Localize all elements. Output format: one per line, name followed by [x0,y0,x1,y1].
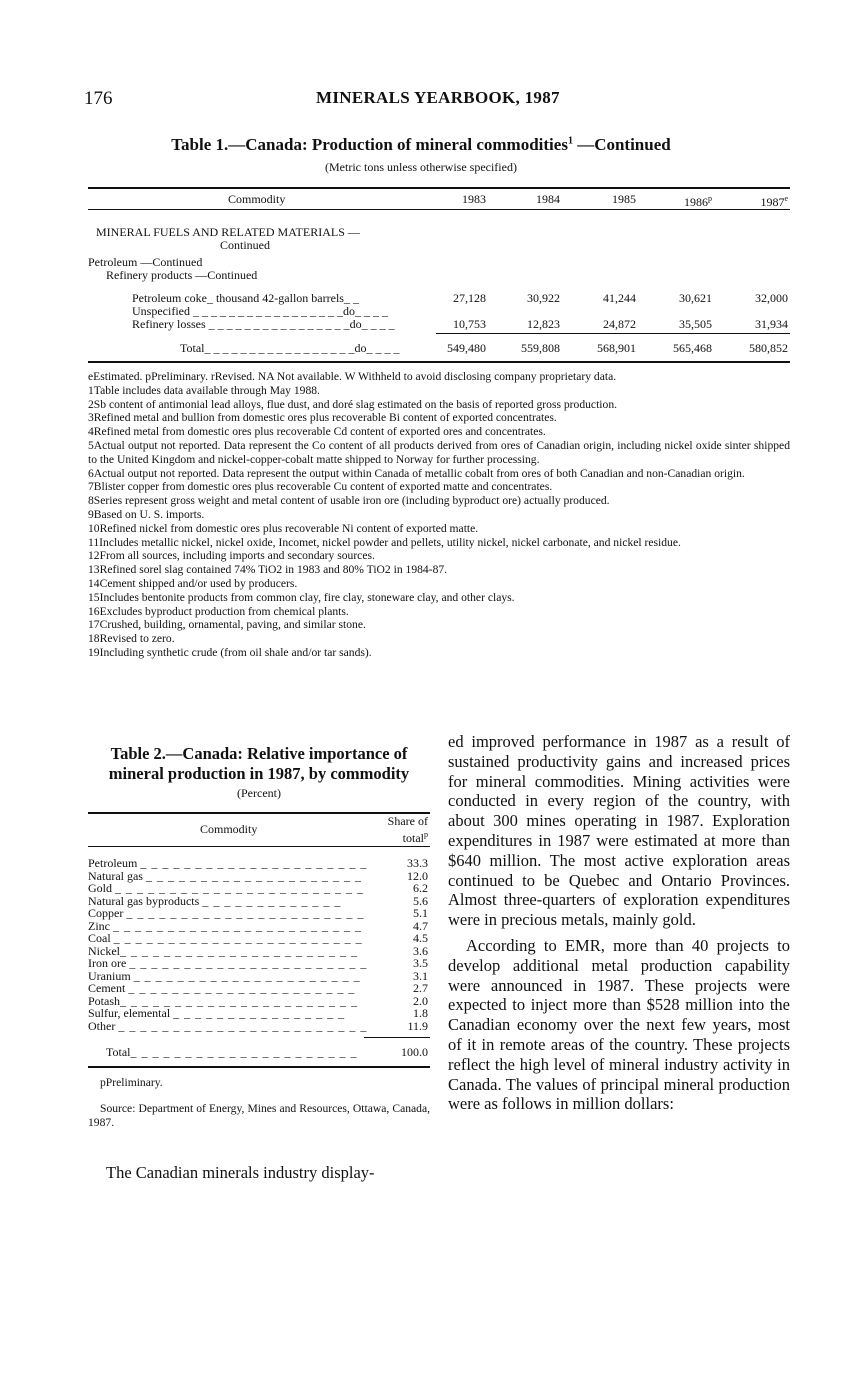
table2-source: Source: Department of Energy, Mines and Resources, Ottawa, Canada, 1987. [88,1102,430,1129]
col-1986: 1986$^p$ [684,194,712,209]
footnote: 8Series represent gross weight and metal content of usable iron ore (including byproduct ore) actually produced. [88,494,610,508]
body-text-column-1: The Canadian minerals industry display- [106,1163,375,1182]
table-row: Iron ore _ _ _ _ _ _ _ _ _ _ _ _ _ _ _ _ _ _ _ _ _ _ 3.5 [88,956,428,970]
paragraph: According to EMR, more than 40 projects to develop additional metal production capability were announced in 1987. These projects were expected to inject more than $528 million into the Canadian economy over the next few years, most of it in remote areas of the country. These projects reflect the high level of mineral industry activity in Canada. The values of principal mineral production were as follows in million dollars: [448,935,790,1114]
subheading-refinery: Refinery products —Continued [106,268,258,282]
table-row: Uranium _ _ _ _ _ _ _ _ _ _ _ _ _ _ _ _ _ _ _ _ _ 3.1 [88,968,428,983]
running-title: MINERALS YEARBOOK, 1987 [316,88,560,107]
total-row: Total_ _ _ _ _ _ _ _ _ _ _ _ _ _ _ _ _ _ _ _ _ 100.0 [106,1045,428,1059]
footnote: 18Revised to zero. [88,632,175,646]
table1-header-rule [88,209,790,210]
footnote: 14Cement shipped and/or used by producers. [88,576,298,590]
table2-col-share: Share of total$^p$ [387,814,428,845]
table1-footnotes [88,370,790,660]
table2-subtitle: (Percent) [237,786,281,800]
table-row: Cement _ _ _ _ _ _ _ _ _ _ _ _ _ _ _ _ _ _ _ _ _ 2.7 [88,981,428,995]
body-text-column-2 [448,732,790,1114]
table-row: Potash_ _ _ _ _ _ _ _ _ _ _ _ _ _ _ _ _ _ _ _ _ _ 2.0 [88,993,428,1008]
table2-subtotal-rule [364,1037,430,1038]
page-number: 176 [84,88,113,109]
footnote: 17Crushed, building, ornamental, paving, and similar stone. [88,618,366,632]
table-row: Natural gas byproducts _ _ _ _ _ _ _ _ _ _ _ _ _ 5.6 [88,893,428,908]
footnote: 11Includes metallic nickel, nickel oxide, Incomet, nickel powder and pellets, utility nickel, nickel carbonate, and nickel residue. [88,535,681,549]
col-commodity: Commodity [228,192,286,206]
table-row: Petroleum coke_ thousand 42-gallon barrels_ _ 27,128 30,922 41,244 30,621 32,000 [132,291,788,305]
table2-note-preliminary: pPreliminary. [100,1076,163,1089]
table-row: Gold _ _ _ _ _ _ _ _ _ _ _ _ _ _ _ _ _ _ _ _ _ _ _ 6.2 [88,881,428,895]
table2-col-commodity: Commodity [200,822,258,836]
table-row: Copper _ _ _ _ _ _ _ _ _ _ _ _ _ _ _ _ _ _ _ _ _ _ 5.1 [88,906,428,920]
footnote: 13Refined sorel slag contained 74% TiO2 in 1983 and 80% TiO2 in 1984-87. [88,563,448,577]
footnote: 9Based on U. S. imports. [88,507,205,521]
footnote: 3Refined metal and bullion from domestic ores plus recoverable Bi content of exported concentrates. [88,411,557,425]
footnote: 12From all sources, including imports and secondary sources. [88,549,375,563]
footnote: 7Blister copper from domestic ores plus recoverable Cu content of exported matte and concentrates. [88,480,553,494]
table-row: Coal _ _ _ _ _ _ _ _ _ _ _ _ _ _ _ _ _ _ _ _ _ _ _ 4.5 [88,931,428,945]
footnote: 16Excludes byproduct production from chemical plants. [88,604,349,618]
table-row: Refinery losses _ _ _ _ _ _ _ _ _ _ _ _ _ _ _ _do_ _ _ _ 10,753 12,823 24,872 35,505 31,934 [132,317,788,331]
table-row: Unspecified _ _ _ _ _ _ _ _ _ _ _ _ _ _ _ _ _do_ _ _ _ [132,304,388,318]
table1-subtitle: (Metric tons unless otherwise specified) [325,160,517,174]
footnote: 10Refined nickel from domestic ores plus recoverable Ni content of exported matte. [88,521,479,535]
table2-header-rule [88,846,430,847]
footnote: 1Table includes data available through May 1988. [88,383,320,397]
table1-bottom-rule [88,361,790,363]
table-row: Natural gas _ _ _ _ _ _ _ _ _ _ _ _ _ _ _ _ _ _ _ _ 12.0 [88,868,428,883]
table-row: Zinc _ _ _ _ _ _ _ _ _ _ _ _ _ _ _ _ _ _ _ _ _ _ _ 4.7 [88,918,428,933]
table2-top-rule [88,812,430,814]
table-row: Sulfur, elemental _ _ _ _ _ _ _ _ _ _ _ _ _ _ _ _ 1.8 [88,1006,428,1020]
table-row: Petroleum _ _ _ _ _ _ _ _ _ _ _ _ _ _ _ _ _ _ _ _ _ 33.3 [88,856,428,870]
table-row: Other _ _ _ _ _ _ _ _ _ _ _ _ _ _ _ _ _ _ _ _ _ _ _ 11.9 [88,1018,428,1033]
table1-title: Table 1.—Canada: Production of mineral commodities$^1$ —Continued [171,135,671,154]
col-1987: 1987e [760,194,788,209]
col-1983: 1983 [462,192,486,206]
table-row: Nickel_ _ _ _ _ _ _ _ _ _ _ _ _ _ _ _ _ _ _ _ _ _ 3.6 [88,943,428,958]
footnote: 19Including synthetic crude (from oil shale and/or tar sands). [88,645,372,659]
section-heading: MINERAL FUELS AND RELATED MATERIALS — [96,225,360,239]
footnote-legend: eEstimated. pPreliminary. rRevised. NA Not available. W Withheld to avoid disclosing company proprietary data. [88,370,617,383]
paragraph: ed improved performance in 1987 as a result of sustained productivity gains and increased prices for mineral commodities. Mining activities were conducted in every region of the country, with about 300 mines operating in 1987. Exploration expenditures in 1987 were estimated at more than $640 million. The most active exploration areas continued to be Quebec and Ontario Provinces. Almost three-quarters of exploration expenditures were in precious metals, mainly gold. [448,732,790,930]
footnote: 4Refined metal from domestic ores plus recoverable Cd content of exported ores and concentrates. [88,425,546,439]
footnote: 5Actual output not reported. Data represent the Co content of all products derived from ores of Canadian origin, including nickel oxide sinter shipped to the United Kingdom and nickel-copper-cobalt matte shipped to Norway for further processing. [88,438,790,466]
table2-title: Table 2.—Canada: Relative importance of mineral production in 1987, by commodity [108,744,410,783]
footnote: 6Actual output not reported. Data represent the output within Canada of metallic cobalt from ores of both Canadian and non-Canadian origin. [88,466,745,480]
subtotal-rule [436,333,790,334]
table2-bottom-rule [88,1066,430,1068]
col-1985: 1985 [612,192,636,206]
total-row: Total_ _ _ _ _ _ _ _ _ _ _ _ _ _ _ _ _do_ _ _ _ 549,480 559,808 568,901 565,468 580,852 [180,341,788,355]
footnote: 15Includes bentonite products from common clay, fire clay, stoneware clay, and other clays. [88,590,515,604]
table1-top-rule [88,187,790,189]
col-1984: 1984 [536,192,560,206]
subheading-petroleum: Petroleum —Continued [88,255,203,269]
footnote: 2Sb content of antimonial lead alloys, flue dust, and doré slag estimated on the basis of reported gross production. [88,397,618,411]
section-heading-cont: Continued [220,238,270,252]
